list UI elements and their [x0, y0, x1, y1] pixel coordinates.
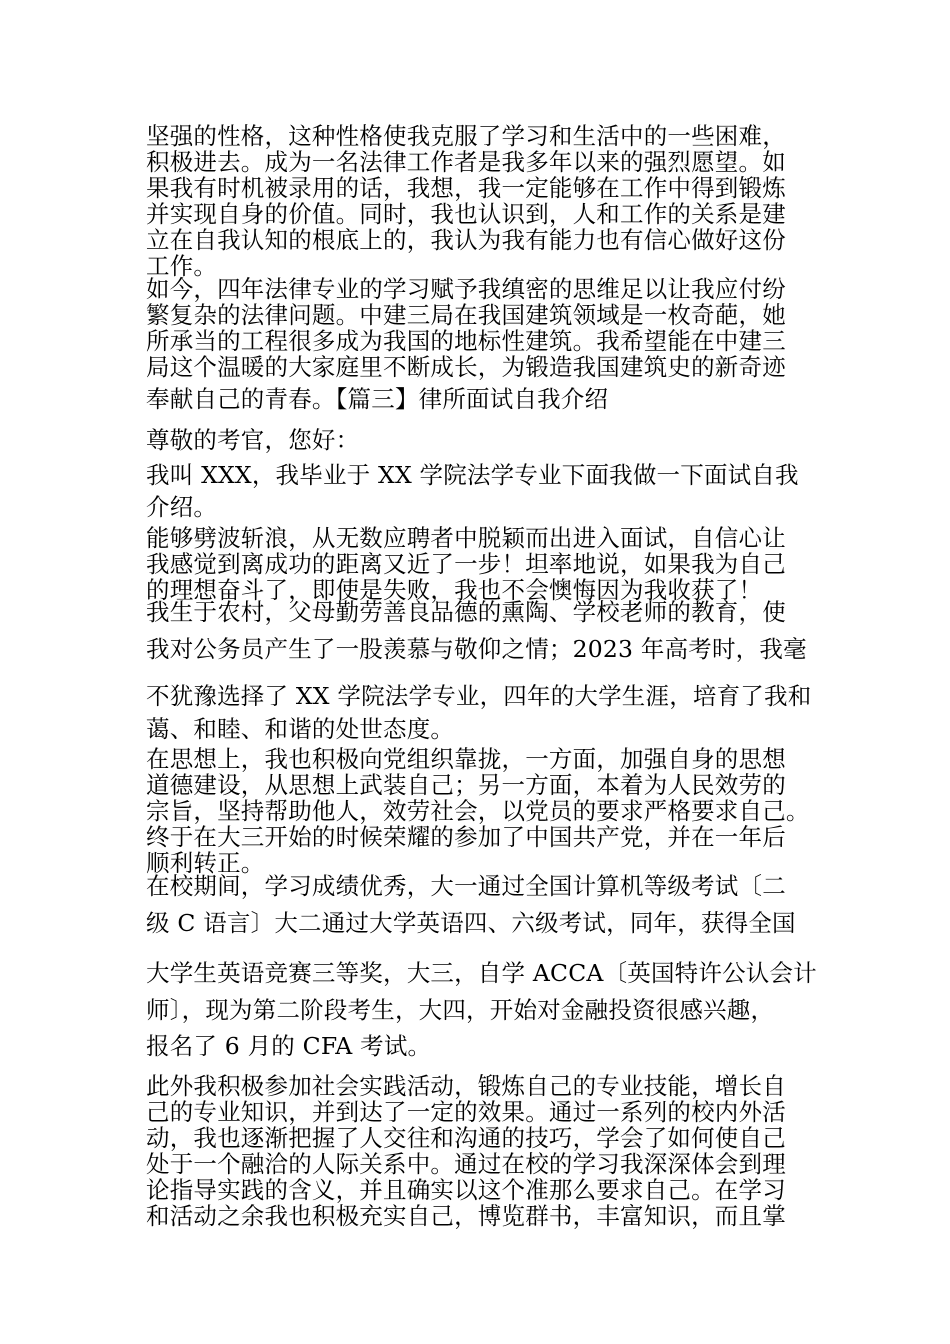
text-line: 报名了 6 月的 CFA 考试。 — [146, 1032, 432, 1060]
text-line: 繁复杂的法律问题。中建三局在我国建筑领域是一枚奇葩，她 — [146, 301, 786, 329]
text-line: 积极进去。成为一名法律工作者是我多年以来的强烈愿望。如 — [146, 148, 786, 176]
text-line: 尊敬的考官，您好： — [146, 426, 360, 454]
text-line: 介绍。 — [146, 493, 218, 521]
text-line: 坚强的性格，这种性格使我克服了学习和生活中的一些困难， — [146, 122, 786, 150]
text-line: 大学生英语竞赛三等奖，大三，自学 ACCA〔英国特许公认会计 — [146, 959, 817, 987]
text-line: 我对公务员产生了一股羡慕与敬仰之情；2023 年高考时，我毫 — [146, 635, 807, 663]
text-line: 和活动之余我也积极充实自己，博览群书，丰富知识，而且掌 — [146, 1202, 786, 1230]
text-line: 能够劈波斩浪，从无数应聘者中脱颖而出进入面试，自信心让 — [146, 524, 786, 552]
text-line: 己的专业知识，并到达了一定的效果。通过一系列的校内外活 — [146, 1098, 786, 1126]
text-line: 我叫 XXX，我毕业于 XX 学院法学专业下面我做一下面试自我 — [146, 461, 799, 489]
text-line: 不犹豫选择了 XX 学院法学专业，四年的大学生涯，培育了我和 — [146, 682, 812, 710]
text-line: 果我有时机被录用的话，我想，我一定能够在工作中得到锻炼 — [146, 174, 786, 202]
text-line: 动，我也逐渐把握了人交往和沟通的技巧，学会了如何使自己 — [146, 1124, 786, 1152]
text-line: 处于一个融洽的人际关系中。通过在校的学习我深深体会到理 — [146, 1150, 786, 1178]
text-line: 局这个温暖的大家庭里不断成长，为锻造我国建筑史的新奇迹 — [146, 353, 786, 381]
text-line: 所承当的工程很多成为我国的地标性建筑。我希望能在中建三 — [146, 327, 786, 355]
text-line: 此外我积极参加社会实践活动，锻炼自己的专业技能，增长自 — [146, 1072, 786, 1100]
text-line: 奉献自己的青春。【篇三】律所面试自我介绍 — [146, 385, 609, 413]
text-line: 论指导实践的含义，并且确实以这个准那么要求自己。在学习 — [146, 1176, 786, 1204]
text-line: 级 C 语言〕大二通过大学英语四、六级考试，同年，获得全国 — [146, 909, 796, 937]
text-line: 顺利转正。 — [146, 849, 265, 877]
text-line: 如今，四年法律专业的学习赋予我缜密的思维足以让我应付纷 — [146, 275, 786, 303]
text-line: 宗旨，坚持帮助他人，效劳社会，以党员的要求严格要求自己。 — [146, 797, 810, 825]
text-line: 工作。 — [146, 252, 218, 280]
text-line: 我生于农村，父母勤劳善良品德的熏陶、学校老师的教育，使 — [146, 598, 786, 626]
text-line: 的理想奋斗了，即使是失败，我也不会懊悔因为我收获了！ — [146, 576, 763, 604]
text-line: 在校期间，学习成绩优秀，大一通过全国计算机等级考试〔二 — [146, 872, 786, 900]
text-line: 蔼、和睦、和谐的处世态度。 — [146, 715, 455, 743]
text-line: 师〕，现为第二阶段考生，大四，开始对金融投资很感兴趣， — [146, 996, 775, 1024]
text-line: 并实现自身的价值。同时，我也认识到，人和工作的关系是建 — [146, 200, 786, 228]
text-line: 我感觉到离成功的距离又近了一步！坦率地说，如果我为自己 — [146, 550, 786, 578]
text-line: 立在自我认知的根底上的，我认为我有能力也有信心做好这份 — [146, 226, 786, 254]
text-line: 道德建设，从思想上武装自己；另一方面，本着为人民效劳的 — [146, 771, 786, 799]
text-line: 终于在大三开始的时候荣耀的参加了中国共产党，并在一年后 — [146, 823, 786, 851]
text-line: 在思想上，我也积极向党组织靠拢，一方面，加强自身的思想 — [146, 745, 786, 773]
